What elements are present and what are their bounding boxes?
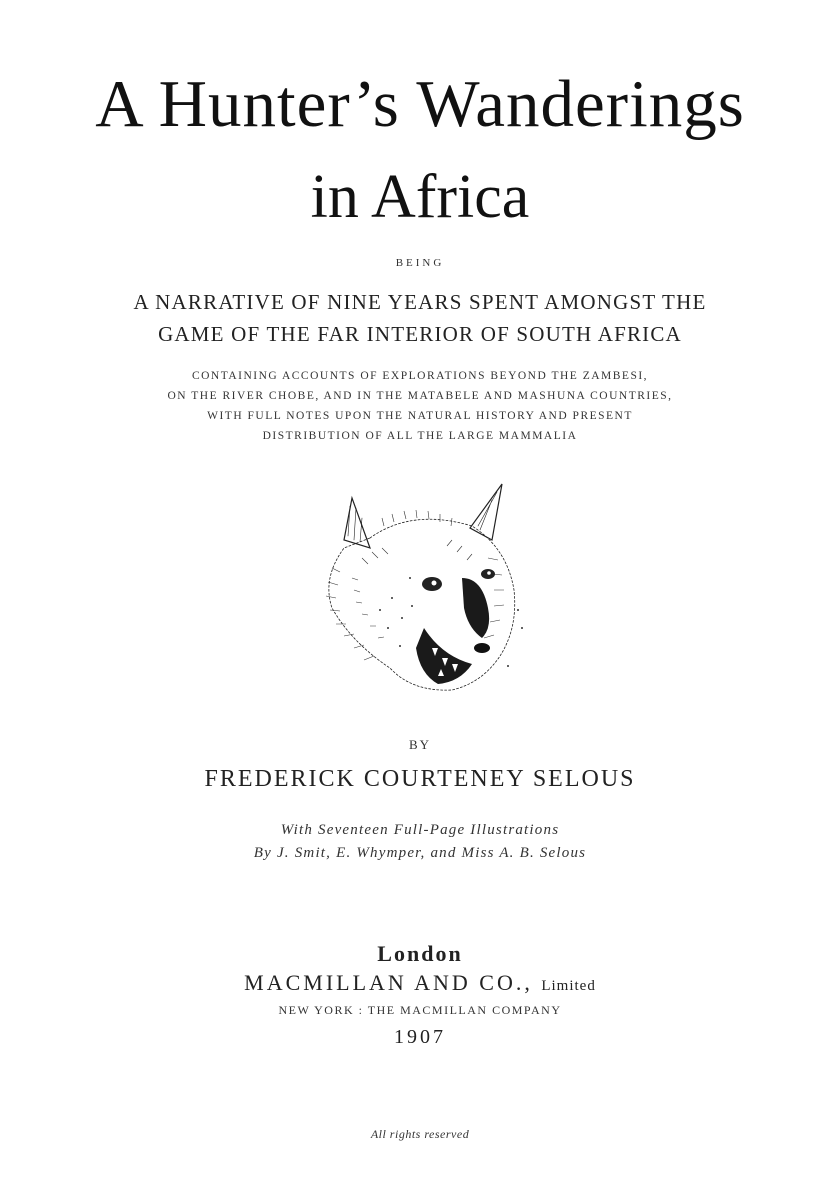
contents-line-2: ON THE RIVER CHOBE, AND IN THE MATABELE AND MASHUNA COUNTRIES, [167,390,673,402]
subtitle-line-2: GAME OF THE FAR INTERIOR OF SOUTH AFRICA [158,322,682,346]
rights-notice: All rights reserved [370,1127,470,1141]
publisher-suffix: Limited [541,978,596,994]
subtitle-line-1: A NARRATIVE OF NINE YEARS SPENT AMONGST THE [133,290,707,314]
book-title-line-2: in Africa [310,163,530,231]
publication-year: 1907 [394,1026,446,1048]
publisher-main: MACMILLAN AND CO., [244,970,533,995]
book-title-line-1: A Hunter’s Wanderings [95,67,745,141]
contents-line-1: CONTAINING ACCOUNTS OF EXPLORATIONS BEYOND THE ZAMBESI, [191,370,649,382]
author-name: FREDERICK COURTENEY SELOUS [204,766,636,792]
publisher-name [0,970,840,996]
imprint-city: London [377,941,463,966]
illustrations-note-line-1: With Seventeen Full-Page Illustrations [280,822,560,838]
by-label: BY [408,737,432,752]
being-label: BEING [395,257,445,269]
new-york-imprint: NEW YORK : THE MACMILLAN COMPANY [278,1003,562,1017]
illustrations-note-line-2: By J. Smit, E. Whymper, and Miss A. B. Selous [253,845,587,861]
hyena-illustration [292,478,544,696]
contents-line-3: WITH FULL NOTES UPON THE NATURAL HISTORY AND PRESENT [207,410,633,422]
contents-line-4: DISTRIBUTION OF ALL THE LARGE MAMMALIA [262,430,578,442]
